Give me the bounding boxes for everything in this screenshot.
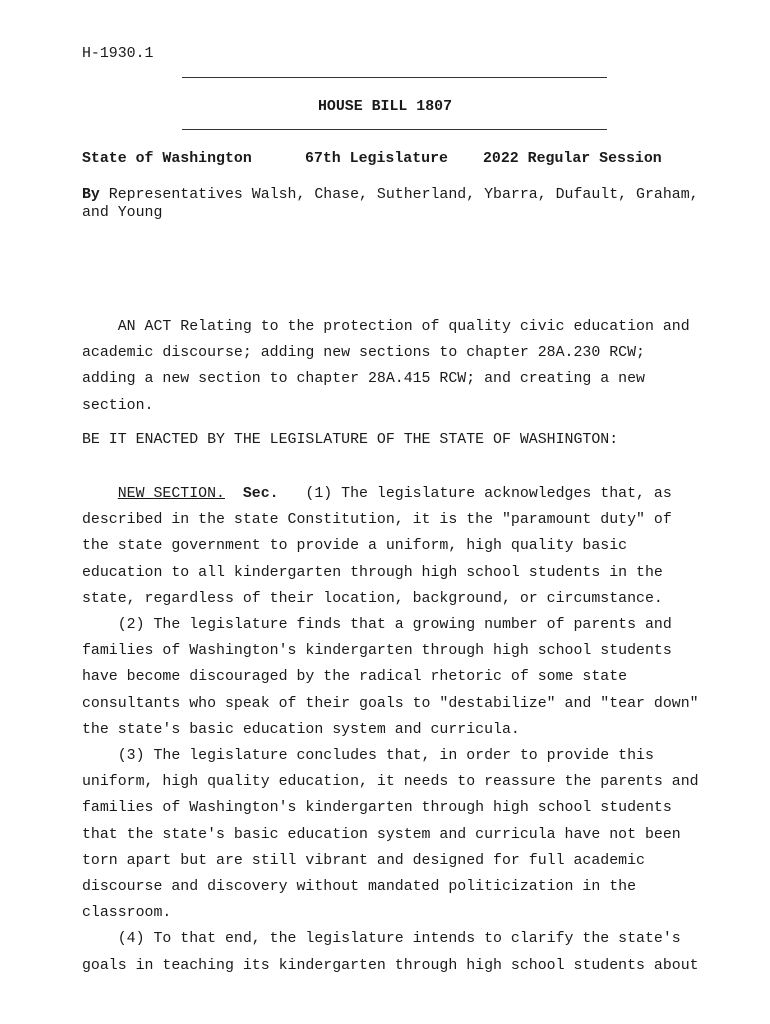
sec-label: Sec.: [242, 486, 279, 502]
section-line: the state government to provide a uniform, high quality basic: [82, 538, 628, 555]
section-line: goals in teaching its kindergarten through high school students about: [82, 957, 699, 974]
act-title: [82, 314, 722, 419]
act-line: AN ACT Relating to the protection of quality civic education and: [82, 319, 690, 335]
section-line: discourse and discovery without mandated politicization in the: [82, 879, 637, 896]
title-bottom-rule: [182, 129, 607, 130]
act-line: academic discourse; adding new sections to chapter 28A.230 RCW;: [82, 345, 645, 362]
section-line: classroom.: [82, 905, 172, 922]
legislature-number: 67th Legislature: [305, 151, 448, 167]
section-line: consultants who speak of their goals to "destabilize" and "tear down": [82, 695, 699, 712]
act-line: section.: [82, 397, 154, 414]
section-line: state, regardless of their location, background, or circumstance.: [82, 590, 663, 607]
section-line: families of Washington's kindergarten through high school students: [82, 800, 672, 817]
section-first-line: [82, 481, 722, 507]
bill-title: HOUSE BILL 1807: [317, 99, 453, 115]
section-line: education to all kindergarten through high school students in the: [82, 564, 663, 581]
section-line: (3) The legislature concludes that, in order to provide this: [82, 748, 654, 765]
act-line: adding a new section to chapter 28A.415 RCW; and creating a new: [82, 371, 645, 388]
section-line: torn apart but are still vibrant and designed for full academic: [82, 852, 645, 869]
section-line: families of Washington's kindergarten through high school students: [82, 643, 672, 660]
by-label: By: [82, 187, 100, 203]
new-section-label: NEW SECTION.: [117, 486, 225, 502]
sponsors-line-2: and Young: [82, 205, 163, 221]
section-line: have become discouraged by the radical rhetoric of some state: [82, 669, 628, 686]
state-name: State of Washington: [82, 151, 252, 167]
sponsors-line-1: [82, 187, 699, 203]
section-line: that the state's basic education system and curricula have not been: [82, 826, 681, 843]
section-line: uniform, high quality education, it needs to reassure the parents and: [82, 774, 699, 791]
section-line: (2) The legislature finds that a growing number of parents and: [82, 617, 672, 634]
enacting-clause: BE IT ENACTED BY THE LEGISLATURE OF THE STATE OF WASHINGTON:: [82, 432, 619, 448]
section-1: [82, 481, 722, 979]
section-line: the state's basic education system and curricula.: [82, 721, 520, 738]
sponsors-text: Representatives Walsh, Chase, Sutherland, Ybarra, Dufault, Graham,: [99, 187, 699, 203]
section-line: described in the state Constitution, it is the "paramount duty" of: [82, 512, 672, 529]
section-first-line-text: (1) The legislature acknowledges that, as: [278, 486, 672, 502]
document-code: H-1930.1: [82, 46, 154, 62]
session-name: 2022 Regular Session: [483, 151, 662, 167]
title-top-rule: [182, 77, 607, 78]
section-line: (4) To that end, the legislature intends to clarify the state's: [82, 931, 681, 948]
